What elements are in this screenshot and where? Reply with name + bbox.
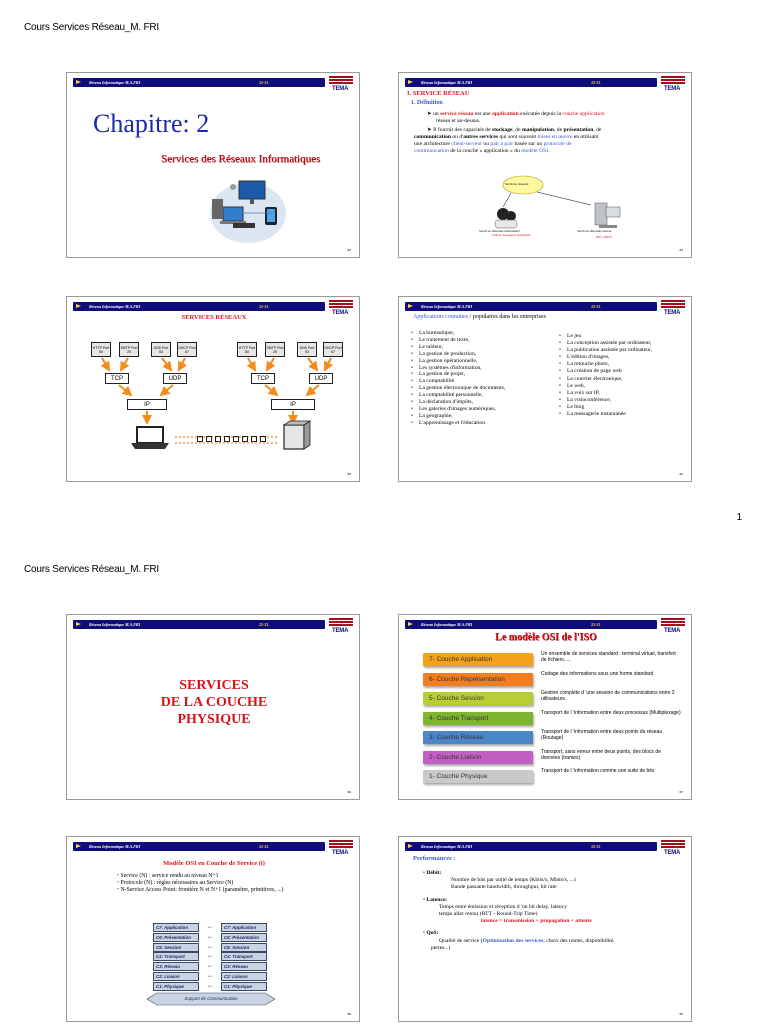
tema-logo-icon: Sup TEMA: [329, 75, 353, 95]
slide-8: [398, 836, 692, 1022]
osi-stack-cell: C2: Liaison: [153, 972, 199, 981]
list-item: • Le web,: [559, 382, 586, 389]
chapter-heading: SERVICES DE LA COUCHE PHYSIQUE: [160, 678, 268, 727]
perf-body: • Débit: Nombre de bits par unité de temps (Kbits/s, Mbits/s, ...) Bande passante bandwidth, throughput, bit rate • Latence: Temps entre émission et réception d 'un bit delay, latency temps aller retour (RTT - Round-Trip Time) latence = transmission + propagation + attente • QoS: Qualité de service (Optimisation des services; choix des routes, disponibilité, pertes...): [423, 870, 615, 951]
osi-stack-cell: C1: Physique: [221, 982, 267, 991]
protocol-stack-diagram: [67, 297, 360, 482]
support-label: Support de Communication: [184, 995, 238, 1001]
bar-year: 22-23: [591, 80, 601, 85]
osi-layer-desc: Gestion complète d 'une session de communications entre 2 utilisateurs.: [541, 690, 675, 702]
bar-left-text: Réseau Informatique M.A.FRI: [421, 80, 473, 85]
slide-title: Le modèle OSI de l'ISO: [495, 632, 597, 643]
osi-layer-row: [423, 749, 689, 767]
osi-layer-desc: Transport de l 'information entre deux points du réseau (Routage): [541, 729, 663, 741]
list-item: • La retouche photo,: [559, 361, 610, 368]
right-label: Services Orientés réseau: [577, 229, 612, 233]
proto-box: HTTP Port 80: [91, 342, 111, 357]
list-item: • La comptabilité personnelle,: [411, 392, 483, 399]
proto-box: DNS Port 53: [151, 342, 171, 357]
list-item: • Les galeries d'images numériques,: [411, 405, 496, 412]
osi-layer-row: [423, 729, 689, 747]
list-item: • La déclaration d'impôts,: [411, 399, 473, 406]
tema-logo-icon: Sup TEMA: [661, 75, 685, 95]
slide-title: SERVICES RÉSEAUX: [181, 314, 247, 321]
bar-year: 22-23: [259, 622, 269, 627]
bullet-item: • N-Service Access Point: frontière N et N+1 (paramètre, primitives, ...): [117, 887, 284, 894]
osi-stack-cell: C2: Liaison: [221, 972, 267, 981]
slide-number: 06: [347, 790, 351, 794]
double-arrow-icon: ↔: [207, 953, 213, 960]
proto-box: DHCP Port 67: [177, 342, 197, 357]
packet-squares: [197, 436, 266, 442]
osi-layers: [423, 651, 689, 788]
list-item: • La conception assistée par ordinateur,: [559, 340, 652, 347]
list-item: • La géographie,: [411, 412, 453, 419]
list-item: • Le traitement de texte,: [411, 336, 470, 343]
osi-layer-row: [423, 651, 689, 669]
slide-bar: [405, 302, 657, 311]
network-devices-icon: [67, 73, 360, 258]
list-item: • La comptabilité: [411, 378, 455, 385]
left-label: Services Orientés utilisateurs: [479, 229, 520, 233]
page-number: 1: [736, 512, 742, 523]
section-heading: I. SERVICE RÉSEAU: [407, 90, 470, 97]
osi-layer-bar: 1- Couche Physique: [423, 770, 533, 783]
osi-layer-row: [423, 671, 689, 689]
bar-triangle-icon: [76, 622, 81, 626]
osi-layer-desc: Codage des informations sous une forme standard: [541, 670, 654, 677]
list-item: • La visioconférence,: [559, 396, 612, 403]
slide-number: 02: [347, 248, 351, 252]
slide-bar: [405, 842, 657, 851]
ip-box: IP: [271, 399, 315, 410]
tcp-box: TCP: [251, 373, 275, 384]
list-item: • Le jeu: [559, 333, 582, 339]
right-sub: DNS, DHCP: [596, 235, 612, 239]
proto-box: DHCP Port 67: [323, 342, 343, 357]
proto-box: DNS Port 53: [297, 342, 317, 357]
osi-layer-bar: 4- Couche Transport: [423, 712, 533, 725]
double-arrow-icon: ↔: [207, 972, 213, 979]
tema-logo-icon: Sup TEMA: [329, 617, 353, 637]
osi-layer-bar: 3- Couche Réseau: [423, 731, 533, 744]
bubble-label: Services réseaux: [505, 182, 529, 186]
list-item: • La messagerie instantanée: [559, 411, 626, 418]
bar-year: 22-23: [591, 622, 601, 627]
list-item: • La voix sur IP,: [559, 389, 600, 396]
slide-number: 04: [347, 472, 351, 476]
slide-number: 09: [679, 1012, 683, 1016]
double-arrow-icon: ↔: [207, 963, 213, 970]
tema-logo-icon: Sup TEMA: [329, 839, 353, 859]
slide-7: [66, 836, 360, 1022]
proto-box: SMTP Port 25: [119, 342, 139, 357]
osi-layer-row: [423, 690, 689, 708]
slide-5: [66, 614, 360, 800]
list-item: • Le tableur,: [411, 343, 444, 350]
osi-layer-bar: 6- Couche Représentation: [423, 673, 533, 686]
tema-logo-icon: Sup TEMA: [329, 299, 353, 319]
apps-list-right: [559, 333, 652, 418]
tema-logo-icon: Sup TEMA: [661, 299, 685, 319]
osi-layer-bar: 2- Couche Liaison: [423, 751, 533, 764]
services-diagram: [399, 73, 692, 258]
definition-text: ➤ un service réseau est une application exécutée depuis la couche application réseau et au-dessus. ➤ Il fournit des capacités de stockage, de manipulation, de présentation, de communication ou d'autres services qui sont souvent mises en œuvre en utilisant une architecture client-serveur ou pair à pair basée sur un protocole de communication de la couche « application » du modèle OSI.: [414, 111, 605, 154]
bar-triangle-icon: [408, 304, 413, 308]
bullet-item: • Protocole (N) : règles nécessaires au Service (N): [117, 880, 234, 887]
osi-stack-cell: C6: Présentation: [153, 933, 199, 942]
list-item: • La bureautique,: [411, 330, 455, 336]
bar-left-text: Réseau Informatique M.A.FRI: [89, 844, 141, 849]
list-item: • La gestion électronique de documents,: [411, 385, 506, 392]
proto-box: SMTP Port 25: [265, 342, 285, 357]
osi-stack-cell: C7: Application: [153, 923, 199, 932]
slide-number: 05: [679, 472, 683, 476]
bar-year: 22-23: [591, 304, 601, 309]
osi-layer-desc: Transport, sans erreur entre deux points, des blocs de données (trames): [541, 748, 661, 761]
udp-box: UDP: [309, 373, 333, 384]
tcp-box: TCP: [105, 373, 129, 384]
osi-stack-cell: C1: Physique: [153, 982, 199, 991]
double-arrow-icon: ↔: [207, 943, 213, 950]
slide-2: [398, 72, 692, 258]
list-item: • La gestion de projet,: [411, 371, 465, 378]
left-sub: VoIP/tel, messagerie multimédia: [491, 233, 531, 237]
bar-left-text: Réseau Informatique M.A.FRI: [89, 622, 141, 627]
osi-stack-cell: C4: Transport: [221, 952, 267, 961]
section-subheading: 1. Définition: [411, 100, 443, 106]
list-item: • La gestion opérationnelle,: [411, 357, 478, 364]
osi-stack-cell: C5: Session: [153, 943, 199, 952]
bar-year: 22-23: [259, 844, 269, 849]
udp-box: UDP: [163, 373, 187, 384]
double-arrow-icon: ↔: [207, 924, 213, 930]
osi-layer-desc: Transport de l 'information comme une suite de bits: [541, 768, 655, 774]
bar-left-text: Réseau Informatique M.A.FRI: [89, 80, 141, 85]
osi-layer-row: [423, 710, 689, 728]
slide-bar: [73, 620, 325, 629]
slide-bar: [405, 620, 657, 629]
bar-year: 22-23: [259, 80, 269, 85]
proto-box: HTTP Port 80: [237, 342, 257, 357]
bar-left-text: Réseau Informatique M.A.FRI: [421, 844, 473, 849]
osi-layer-bar: 7- Couche Application: [423, 653, 533, 666]
double-arrow-icon: ↔: [207, 982, 213, 989]
document-header: Cours Services Réseau_M. FRI: [24, 22, 160, 33]
apps-heading: Applications courantes / populaires dans les entreprises: [413, 314, 546, 320]
osi-layer-row: [423, 768, 689, 786]
document-header-2: Cours Services Réseau_M. FRI: [24, 564, 160, 575]
list-item: • La publication assistée par ordinateur,: [559, 347, 653, 354]
bar-year: 22-23: [259, 304, 269, 309]
slide-number: 07: [679, 790, 683, 794]
list-item: • La gestion de production,: [411, 350, 477, 357]
slide-title: Modèle OSI en Couche de Service (i): [163, 860, 265, 867]
double-arrow-icon: ↔: [207, 933, 213, 940]
bar-year: 22-23: [591, 844, 601, 849]
list-item: • L'apprentissage et l'éducation: [411, 419, 486, 426]
slide-title: Chapitre: 2: [93, 109, 210, 138]
bar-triangle-icon: [408, 622, 413, 626]
osi-stack-cell: C5: Session: [221, 943, 267, 952]
slide-subtitle: Services des Réseaux Informatiques: [161, 153, 321, 165]
osi-stack-cell: C4: Transport: [153, 952, 199, 961]
osi-stack-cell: C6: Présentation: [221, 933, 267, 942]
perf-heading: Performances :: [413, 855, 456, 862]
bar-left-text: Réseau Informatique M.A.FRI: [89, 304, 141, 309]
list-item: • Le courrier électronique,: [559, 375, 623, 382]
osi-layer-desc: Un ensemble de services standard : terminal virtuel, transfert de fichiers, ...: [541, 651, 676, 663]
slide-4: [398, 296, 692, 482]
osi-layer-desc: Transport de l 'information entre deux processus (Multiplexage): [541, 709, 681, 716]
slide-number: 08: [347, 1012, 351, 1016]
tema-logo-icon: Sup TEMA: [661, 617, 685, 637]
list-item: • Le blog: [559, 403, 585, 410]
osi-stack-cell: C3: Réseau: [221, 962, 267, 971]
support-arrow-icon: [67, 837, 360, 1022]
slide-number: 03: [679, 248, 683, 252]
slide-1: [66, 72, 360, 258]
bullet-item: • Service (N) : service rendu au niveau N+1: [117, 873, 219, 879]
osi-stack-cell: C7: Application: [221, 923, 267, 932]
list-item: • Les systèmes d'information,: [411, 364, 482, 371]
ip-box: IP: [127, 399, 167, 410]
list-item: • La création de page web: [559, 368, 622, 375]
apps-list-left: [411, 330, 505, 427]
bar-left-text: Réseau Informatique M.A.FRI: [421, 622, 473, 627]
bar-triangle-icon: [408, 844, 413, 848]
osi-layer-bar: 5- Couche Session: [423, 692, 533, 705]
bar-left-text: Réseau Informatique M.A.FRI: [421, 304, 473, 309]
list-item: • L'édition d'images,: [559, 354, 610, 361]
slide-6: [398, 614, 692, 800]
tema-logo-icon: Sup TEMA: [661, 839, 685, 859]
slide-3: [66, 296, 360, 482]
osi-stack-cell: C3: Réseau: [153, 962, 199, 971]
